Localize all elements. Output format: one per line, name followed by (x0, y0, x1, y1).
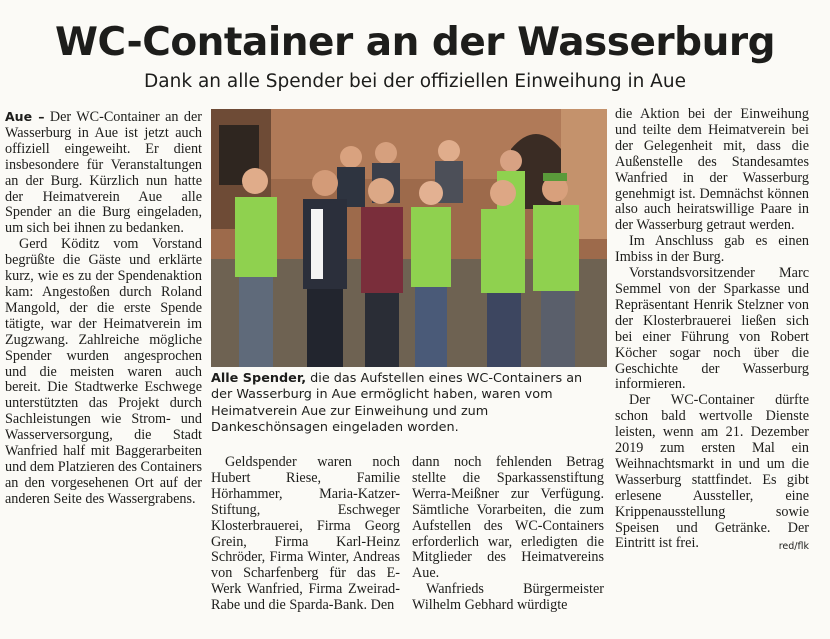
text-column-3 (412, 455, 604, 614)
text-column-2 (211, 455, 400, 614)
caption-lead: Alle Spender, (211, 371, 307, 386)
paragraph (615, 393, 809, 552)
article-subheadline: Dank an alle Spender bei der offiziellen Einweihung in Aue (144, 71, 686, 92)
caption-text: die das Aufstellen eines WC-Containers an der Wasserburg in Aue ermöglicht haben, waren vom Heimatverein Aue zur Einweihung und zum Dankeschönsagen eingeladen worden. (211, 371, 583, 435)
text-column-4 (615, 107, 809, 555)
photo-caption (211, 371, 607, 436)
paragraph (5, 109, 202, 237)
group-photo (211, 109, 607, 367)
group-photo-image (211, 109, 607, 367)
paragraph: Geldspender waren noch Hubert Riese, Familie Hörhammer, Maria-Katzer-Stiftung, Eschweger Klosterbrauerei, Firma Georg Grein, Firma Karl-Heinz Schröder, Firma Winter, Andreas von Scharfenberg für das E-Werk Wanfried, Firma Zweirad-Rabe und die Sparda-Bank. Den (211, 454, 400, 614)
paragraph: Im Anschluss gab es einen Imbiss in der Burg. (615, 233, 809, 266)
paragraph-text: Der WC-Container an der Wasserburg in Aue ist jetzt auch offiziell eingeweiht. Er dient insbesondere für Veranstaltungen an der Burg. Kürzlich nun hatte der Heimatverein Aue alle Spender an die Burg eingeladen, um sich bei ihnen zu bedanken. (5, 109, 203, 237)
paragraph: Vorstandsvorsitzender Marc Semmel von der Sparkasse und Repräsentant Henrik Stelzner von der Klosterbrauerei ließen sich bei einer Führung von Robert Köcher sogar noch über die Geschichte der Wasserburg informieren. (615, 265, 809, 393)
paragraph: dann noch fehlenden Betrag stellte die Sparkassenstiftung Werra-Meißner zur Verfügung. Sämtliche Vorarbeiten, die zum Aufstellen des WC-Containers erforderlich war, erledigten die Mitglieder des Heimatvereins Aue. (412, 454, 604, 582)
paragraph-text: Der WC-Container dürfte schon bald wertvolle Dienste leisten, wenn am 21. Dezember 2019 zum ersten Mal ein Weihnachtsmarkt in und um die Wasserburg stattfindet. Es gibt erlesene Aussteller, eine Krippenausstellung sowie Speisen und Getränke. Der Eintritt ist frei. (615, 392, 809, 552)
paragraph: Wanfrieds Bürgermeister Wilhelm Gebhard würdigte (412, 581, 604, 614)
paragraph: Gerd Köditz vom Vorstand begrüßte die Gäste und erklärte kurz, wie es zu der Spendenaktion kam: Angestoßen durch Roland Mangold, der die erste Spende tätigte, war der Heimatverein im Zugzwang. Zahlreiche mögliche Spender wurden angesprochen und die meisten waren auch bereit. Die Stadtwerke Eschwege unterstützten das Projekt durch Sachleistungen wie Strom- und Wasserversorgung, die Stadt Wanfried half mit Baggerarbeiten und dem Platzieren des Containers an den vorgesehenen Ort auf der anderen Seite des Wassergrabens. (5, 236, 202, 507)
author-credit: red/flk (778, 541, 809, 553)
article-headline: WC-Container an der Wasserburg (55, 20, 775, 65)
text-column-1 (5, 109, 202, 508)
dateline: Aue – (5, 109, 45, 124)
paragraph: die Aktion bei der Einweihung und teilte dem Heimatverein bei der Gelegenheit mit, dass die Außenstelle des Standesamtes Wanfried in der Wasserburg genehmigt ist. Demnächst können also auch heiratswillige Paare in der Wasserburg getraut werden. (615, 106, 809, 234)
